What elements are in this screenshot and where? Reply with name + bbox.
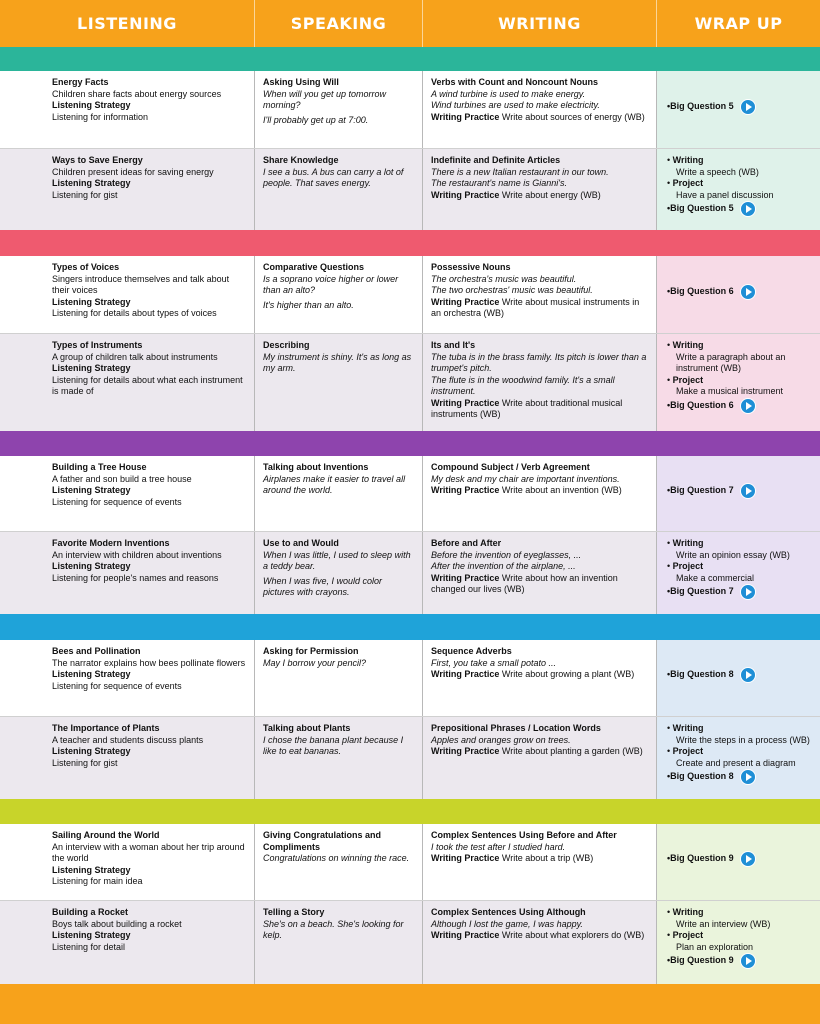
speaking-example: I chose the banana plant because I like to eat bananas. <box>263 734 404 756</box>
writing-practice <box>431 669 648 681</box>
speaking-cell <box>255 334 423 432</box>
big-question-link[interactable]: • Big Question 7 <box>667 456 812 525</box>
unit-divider-stripe <box>0 230 820 256</box>
writing-cell <box>423 717 657 800</box>
writing-example: The flute is in the woodwind family. It's a small instrument. <box>431 374 615 396</box>
speaking-example: When will you get up tomorrow morning? <box>263 88 387 110</box>
writing-title: Verbs with Count and Noncount Nouns <box>431 77 598 87</box>
wrap-up-writing-task: Write a paragraph about an instrument (WB) <box>676 351 786 373</box>
listening-cell <box>0 456 255 531</box>
big-question-link[interactable]: • Big Question 5 <box>667 201 812 217</box>
play-icon[interactable] <box>740 201 756 217</box>
listening-strategy-description: Listening for detail <box>52 941 126 952</box>
writing-practice <box>431 112 648 124</box>
listening-description: The narrator explains how bees pollinate flowers <box>52 657 246 668</box>
footer-bar <box>0 984 820 1024</box>
writing-practice-label: Writing Practice <box>431 853 500 863</box>
big-question-link[interactable]: • Big Question 9 <box>667 824 812 894</box>
speaking-example: Airplanes make it easier to travel all around the world. <box>263 473 406 495</box>
speaking-title: Comparative Questions <box>263 262 365 272</box>
listening-cell <box>0 901 255 985</box>
listening-strategy-description: Listening for people's names and reasons <box>52 572 219 583</box>
wrap-up-project: • Project Create and present a diagram <box>667 746 812 769</box>
column-header-wrap-up: WRAP UP <box>694 14 783 33</box>
writing-practice-label: Writing Practice <box>431 572 500 583</box>
wrap-up-writing-task: Write an interview (WB) <box>676 918 771 929</box>
writing-title: Possessive Nouns <box>431 262 511 272</box>
speaking-example: I'll probably get up at 7:00. <box>263 114 369 125</box>
writing-title: Complex Sentences Using Before and After <box>431 830 617 840</box>
listening-strategy-label: Listening Strategy <box>52 363 131 373</box>
unit-divider-stripe <box>0 799 820 824</box>
listening-title: Building a Rocket <box>52 907 129 917</box>
listening-strategy-description: Listening for details about types of voices <box>52 308 217 318</box>
wrap-up-writing: • Writing Write the steps in a process (WB) <box>667 723 812 746</box>
writing-practice-label: Writing Practice <box>431 296 500 307</box>
listening-title: Favorite Modern Inventions <box>52 538 170 548</box>
listening-cell <box>0 717 255 800</box>
big-question-link[interactable]: • Big Question 9 <box>667 953 812 969</box>
speaking-cell <box>255 149 423 231</box>
listening-strategy-description: Listening for sequence of events <box>52 680 182 691</box>
writing-example: The two orchestras' music was beautiful. <box>431 285 593 295</box>
listening-description: An interview with children about inventions <box>52 549 222 560</box>
listening-title: Bees and Pollination <box>52 646 141 656</box>
speaking-example: My instrument is shiny. It's as long as my arm. <box>263 351 412 373</box>
speaking-example: Congratulations on winning the race. <box>263 853 410 863</box>
big-question-label: Big Question 8 <box>670 669 734 680</box>
writing-practice <box>431 190 648 202</box>
wrap-up-project-label: Project <box>672 561 704 571</box>
writing-practice-description: Write about an invention (WB) <box>501 485 622 495</box>
listening-strategy-label: Listening Strategy <box>52 485 131 495</box>
listening-description: Boys talk about building a rocket <box>52 918 182 929</box>
wrap-up-cell <box>657 717 820 800</box>
writing-example: The restaurant's name is Gianni's. <box>431 178 567 188</box>
listening-title: Energy Facts <box>52 77 109 87</box>
wrap-up-project: • Project Plan an exploration <box>667 930 812 953</box>
writing-title: Sequence Adverbs <box>431 646 512 656</box>
writing-cell <box>423 71 657 148</box>
wrap-up-cell <box>657 71 820 148</box>
lesson-row <box>0 71 820 148</box>
wrap-up-writing-label: Writing <box>672 907 704 917</box>
writing-cell <box>423 149 657 231</box>
listening-title: Types of Voices <box>52 262 120 272</box>
listening-description: A father and son build a tree house <box>52 473 192 484</box>
speaking-example: Is a soprano voice higher or lower than an alto? <box>263 273 399 295</box>
big-question-label: Big Question 9 <box>670 955 734 966</box>
unit-divider-stripe <box>0 47 820 71</box>
listening-description: An interview with a woman about her trip around the world <box>52 841 245 863</box>
writing-cell <box>423 640 657 716</box>
speaking-example: When I was five, I would color pictures with crayons. <box>263 575 383 597</box>
speaking-title: Asking for Permission <box>263 646 359 656</box>
listening-strategy-label: Listening Strategy <box>52 178 131 188</box>
lesson-row <box>0 824 820 900</box>
play-icon[interactable] <box>740 851 756 867</box>
unit-divider-stripe <box>0 431 820 456</box>
writing-title: Its and It's <box>431 340 476 350</box>
speaking-cell <box>255 256 423 333</box>
writing-practice <box>431 853 648 865</box>
writing-practice <box>431 746 648 758</box>
lesson-row <box>0 716 820 800</box>
writing-cell <box>423 901 657 985</box>
writing-practice-label: Writing Practice <box>431 189 500 200</box>
wrap-up-project-task: Make a commercial <box>676 572 755 583</box>
writing-practice-description: Write about traditional musical instruments (WB) <box>431 397 623 419</box>
lesson-row <box>0 333 820 432</box>
big-question-link[interactable]: • Big Question 6 <box>667 256 812 327</box>
writing-practice-description: Write about growing a plant (WB) <box>501 669 635 679</box>
writing-practice-label: Writing Practice <box>431 930 500 940</box>
writing-example: Although I lost the game, I was happy. <box>431 918 583 929</box>
big-question-label: Big Question 7 <box>670 484 734 495</box>
wrap-up-cell <box>657 901 820 985</box>
listening-strategy-label: Listening Strategy <box>52 100 131 110</box>
wrap-up-writing-label: Writing <box>672 538 704 548</box>
big-question-link[interactable]: • Big Question 5 <box>667 71 812 142</box>
listening-title: Sailing Around the World <box>52 830 160 840</box>
big-question-label: Big Question 9 <box>670 853 734 864</box>
wrap-up-project: • Project Have a panel discussion <box>667 178 812 201</box>
writing-title: Before and After <box>431 538 502 548</box>
speaking-title: Share Knowledge <box>263 155 339 165</box>
listening-cell <box>0 71 255 148</box>
writing-practice-label: Writing Practice <box>431 669 500 679</box>
play-icon[interactable] <box>740 953 756 969</box>
listening-description: Singers introduce themselves and talk about their voices <box>52 273 230 295</box>
wrap-up-cell <box>657 532 820 615</box>
big-question-label: Big Question 7 <box>670 586 734 597</box>
column-header-speaking: SPEAKING <box>255 0 423 47</box>
listening-cell <box>0 640 255 716</box>
wrap-up-writing: • Writing Write an interview (WB) <box>667 907 812 930</box>
listening-title: Ways to Save Energy <box>52 155 143 165</box>
listening-strategy-label: Listening Strategy <box>52 669 131 679</box>
speaking-cell <box>255 71 423 148</box>
writing-practice-description: Write about what explorers do (WB) <box>501 930 645 940</box>
big-question-label: Big Question 6 <box>670 399 734 410</box>
wrap-up-cell <box>657 640 820 716</box>
speaking-title: Giving Congratulations and Compliments <box>263 830 382 852</box>
play-icon[interactable] <box>740 667 756 683</box>
big-question-label: Big Question 5 <box>670 203 734 214</box>
writing-title: Prepositional Phrases / Location Words <box>431 723 601 733</box>
lesson-row <box>0 148 820 231</box>
writing-cell <box>423 456 657 531</box>
writing-example: First, you take a small potato ... <box>431 657 557 668</box>
writing-example: There is a new Italian restaurant in our town. <box>431 166 609 177</box>
writing-practice-label: Writing Practice <box>431 111 500 122</box>
header-bar <box>0 0 820 47</box>
speaking-title: Asking Using Will <box>263 77 339 87</box>
wrap-up-cell <box>657 456 820 531</box>
big-question-link[interactable]: • Big Question 7 <box>667 584 812 600</box>
writing-practice <box>431 485 648 497</box>
wrap-up-project-task: Have a panel discussion <box>676 189 774 200</box>
writing-example: Wind turbines are used to make electricity. <box>431 100 600 110</box>
writing-practice <box>431 930 648 942</box>
column-header-listening: LISTENING <box>0 0 255 47</box>
writing-cell <box>423 334 657 432</box>
speaking-cell <box>255 456 423 531</box>
writing-example: After the invention of the airplane, ... <box>431 561 576 571</box>
speaking-title: Telling a Story <box>263 907 325 917</box>
wrap-up-cell <box>657 334 820 432</box>
writing-example: A wind turbine is used to make energy. <box>431 88 586 99</box>
play-icon[interactable] <box>740 99 756 115</box>
wrap-up-cell <box>657 824 820 900</box>
wrap-up-writing-label: Writing <box>672 155 704 165</box>
listening-strategy-label: Listening Strategy <box>52 864 131 875</box>
speaking-cell <box>255 824 423 900</box>
listening-description: A teacher and students discuss plants <box>52 734 204 745</box>
listening-strategy-description: Listening for information <box>52 111 149 122</box>
writing-title: Compound Subject / Verb Agreement <box>431 462 590 472</box>
speaking-example: When I was little, I used to sleep with a teddy bear. <box>263 549 411 571</box>
lesson-row <box>0 256 820 333</box>
listening-strategy-description: Listening for gist <box>52 189 118 200</box>
listening-strategy-description: Listening for sequence of events <box>52 496 182 507</box>
speaking-cell <box>255 901 423 985</box>
writing-example: I took the test after I studied hard. <box>431 841 566 852</box>
wrap-up-project: • Project Make a musical instrument <box>667 375 812 398</box>
speaking-title: Talking about Inventions <box>263 462 369 472</box>
play-icon[interactable] <box>740 584 756 600</box>
wrap-up-project-task: Create and present a diagram <box>676 757 796 768</box>
speaking-example: It's higher than an alto. <box>263 299 354 310</box>
listening-strategy-description: Listening for main idea <box>52 876 143 886</box>
wrap-up-project: • Project Make a commercial <box>667 561 812 584</box>
writing-practice-description: Write about musical instruments in an orchestra (WB) <box>431 296 640 318</box>
wrap-up-project-task: Plan an exploration <box>676 941 754 952</box>
column-header-writing: WRITING <box>423 0 657 47</box>
listening-description: Children share facts about energy sources <box>52 88 222 99</box>
writing-title: Complex Sentences Using Although <box>431 907 586 917</box>
listening-strategy-label: Listening Strategy <box>52 746 131 756</box>
listening-strategy-description: Listening for details about what each instrument is made of <box>52 374 243 396</box>
writing-practice-description: Write about energy (WB) <box>501 189 601 200</box>
listening-title: Building a Tree House <box>52 462 147 472</box>
wrap-up-cell <box>657 256 820 333</box>
wrap-up-writing: • Writing Write a speech (WB) <box>667 155 812 178</box>
listening-cell <box>0 334 255 432</box>
listening-strategy-label: Listening Strategy <box>52 930 131 940</box>
listening-cell <box>0 532 255 615</box>
writing-practice-description: Write about planting a garden (WB) <box>501 746 643 756</box>
play-icon[interactable] <box>740 284 756 300</box>
big-question-label: Big Question 6 <box>670 285 734 296</box>
wrap-up-writing: • Writing Write a paragraph about an instrument (WB) <box>667 340 812 375</box>
listening-strategy-label: Listening Strategy <box>52 561 131 571</box>
speaking-title: Use to and Would <box>263 538 339 548</box>
listening-strategy-description: Listening for gist <box>52 757 118 768</box>
speaking-title: Describing <box>263 340 310 350</box>
writing-title: Indefinite and Definite Articles <box>431 155 561 165</box>
wrap-up-writing-task: Write an opinion essay (WB) <box>676 549 790 560</box>
wrap-up-project-task: Make a musical instrument <box>676 386 784 396</box>
big-question-label: Big Question 8 <box>670 771 734 782</box>
listening-description: A group of children talk about instruments <box>52 351 218 362</box>
speaking-example: May I borrow your pencil? <box>263 657 367 668</box>
unit-divider-stripe <box>0 614 820 640</box>
writing-practice <box>431 398 648 421</box>
play-icon[interactable] <box>740 483 756 499</box>
listening-title: Types of Instruments <box>52 340 143 350</box>
writing-example: Before the invention of eyeglasses, ... <box>431 549 582 560</box>
wrap-up-writing-label: Writing <box>672 723 704 733</box>
big-question-link[interactable]: • Big Question 8 <box>667 769 812 785</box>
speaking-title: Talking about Plants <box>263 723 351 733</box>
listening-cell <box>0 149 255 231</box>
wrap-up-project-label: Project <box>672 746 704 756</box>
writing-cell <box>423 532 657 615</box>
speaking-example: I see a bus. A bus can carry a lot of people. That saves energy. <box>263 166 404 188</box>
writing-practice-label: Writing Practice <box>431 485 500 495</box>
wrap-up-writing-task: Write a speech (WB) <box>676 166 759 177</box>
speaking-example: She's on a beach. She's looking for kelp. <box>263 918 404 940</box>
wrap-up-project-label: Project <box>672 930 704 940</box>
wrap-up-writing-label: Writing <box>672 340 704 350</box>
writing-cell <box>423 824 657 900</box>
big-question-link[interactable]: • Big Question 8 <box>667 640 812 710</box>
lesson-row <box>0 900 820 985</box>
play-icon[interactable] <box>740 398 756 414</box>
writing-practice-description: Write about how an invention changed our lives (WB) <box>431 572 618 594</box>
big-question-label: Big Question 5 <box>670 100 734 111</box>
big-question-link[interactable]: • Big Question 6 <box>667 398 812 414</box>
listening-strategy-label: Listening Strategy <box>52 296 131 307</box>
writing-practice-label: Writing Practice <box>431 397 500 408</box>
writing-example: My desk and my chair are important inventions. <box>431 473 620 484</box>
lesson-row <box>0 456 820 531</box>
speaking-cell <box>255 717 423 800</box>
listening-cell <box>0 824 255 900</box>
writing-cell <box>423 256 657 333</box>
play-icon[interactable] <box>740 769 756 785</box>
writing-example: Apples and oranges grow on trees. <box>431 734 571 745</box>
lesson-row <box>0 640 820 716</box>
writing-practice-description: Write about a trip (WB) <box>501 853 594 863</box>
writing-example: The orchestra's music was beautiful. <box>431 273 577 284</box>
wrap-up-cell <box>657 149 820 231</box>
writing-practice-description: Write about sources of energy (WB) <box>501 111 645 122</box>
speaking-cell <box>255 640 423 716</box>
writing-example: The tuba is in the brass family. Its pitch is lower than a trumpet's pitch. <box>431 351 647 373</box>
speaking-cell <box>255 532 423 615</box>
writing-practice-label: Writing Practice <box>431 746 500 756</box>
listening-description: Children present ideas for saving energy <box>52 166 214 177</box>
listening-cell <box>0 256 255 333</box>
writing-practice <box>431 297 648 320</box>
listening-title: The Importance of Plants <box>52 723 160 733</box>
wrap-up-project-label: Project <box>672 374 704 385</box>
writing-practice <box>431 573 648 596</box>
lesson-row <box>0 531 820 615</box>
wrap-up-writing-task: Write the steps in a process (WB) <box>676 734 810 745</box>
wrap-up-project-label: Project <box>672 178 704 188</box>
wrap-up-writing: • Writing Write an opinion essay (WB) <box>667 538 812 561</box>
